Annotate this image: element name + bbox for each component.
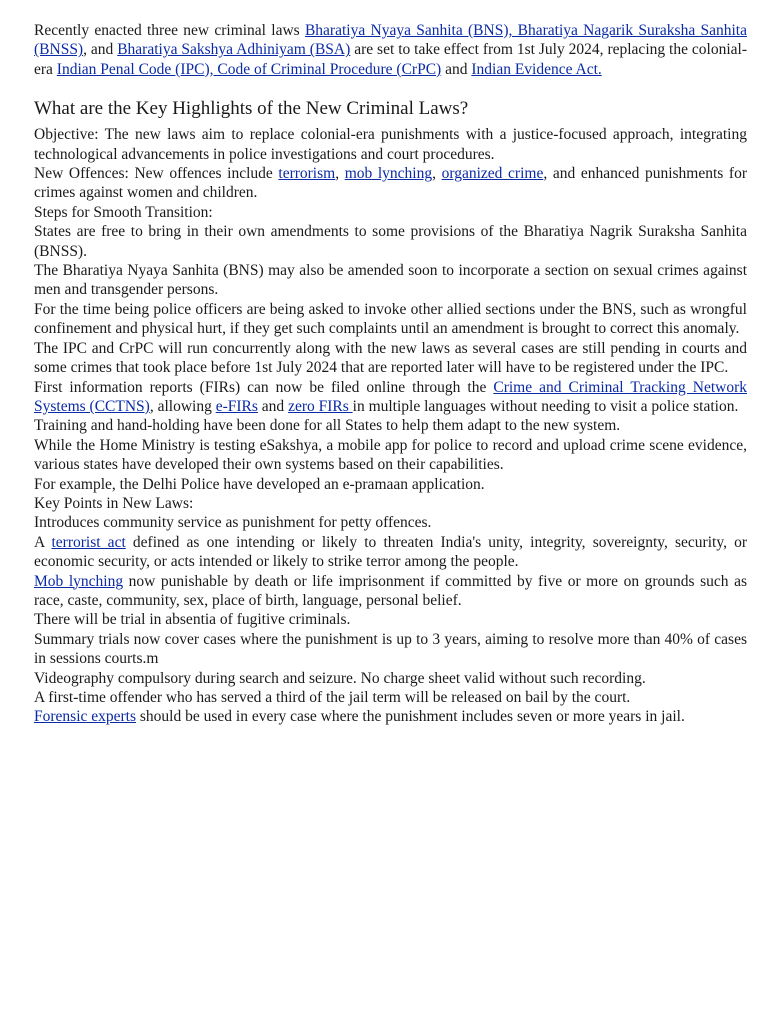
summary-trials-paragraph: Summary trials now cover cases where the punishment is up to 3 years, aiming to resolve more than 40% of cases in sessions courts.m — [34, 630, 747, 668]
link-bns-bnss[interactable]: Bharatiya Nyaya Sanhita (BNS), Bharatiya Nagarik Suraksha Sanhita (BNSS) — [34, 22, 747, 59]
intro-text: , and — [83, 41, 118, 59]
absentia-paragraph: There will be trial in absentia of fugitive criminals. — [34, 611, 351, 629]
link-organized-crime[interactable]: organized crime — [441, 165, 544, 183]
link-bsa[interactable]: Bharatiya Sakshya Adhiniyam (BSA) — [117, 41, 351, 59]
intro-text: and — [441, 60, 472, 78]
key-points-heading: Key Points in New Laws: — [34, 494, 194, 512]
offences-text: , — [335, 165, 345, 183]
link-e-firs[interactable]: e-FIRs — [215, 397, 258, 415]
first-time-offender-paragraph: A first-time offender who has served a third of the jail term will be released on bail by the court. — [34, 689, 631, 706]
states-paragraph: States are free to bring in their own amendments to some provisions of the Bharatiya Nagrik Suraksha Sanhita (BNSS). — [34, 223, 747, 260]
offences-text: , and enhanced punishments for crimes against women and children. — [34, 165, 747, 202]
forensic-text: should be used in every case where the punishment includes seven or more years in jail. — [136, 708, 685, 726]
terrorist-text: defined as one intending or likely to threaten India's unity, integrity, sovereignty, security, or economic security, or acts intended or likely to strike terror among the people. — [34, 533, 747, 571]
fir-text: in multiple languages without needing to visit a police station. — [352, 397, 739, 415]
community-service-paragraph: Introduces community service as punishment for petty offences. — [34, 514, 432, 532]
link-indian-evidence-act[interactable]: Indian Evidence Act. — [471, 60, 602, 78]
terrorist-act-paragraph — [34, 533, 747, 572]
fir-text: and — [257, 397, 289, 415]
mob-text: now punishable by death or life imprisonment if committed by five or more on grounds such as race, caste, community, sex, place of birth, language, personal belief. — [34, 572, 748, 609]
intro-text: are set to take effect from 1st July 2024, replacing the colonial-era — [34, 41, 747, 78]
mob-lynching-paragraph — [34, 572, 747, 611]
link-mob-lynching-2[interactable]: Mob lynching — [34, 572, 124, 590]
link-cctns[interactable]: Crime and Criminal Tracking Network Systems (CCTNS) — [34, 378, 747, 415]
bns-amendment-paragraph: The Bharatiya Nyaya Sanhita (BNS) may also be amended soon to incorporate a section on sexual crimes against men and transgender persons. — [34, 262, 747, 299]
offences-text: , — [432, 165, 442, 183]
link-forensic-experts[interactable]: Forensic experts — [34, 708, 137, 726]
link-terrorism[interactable]: terrorism — [278, 165, 336, 183]
link-mob-lynching[interactable]: mob lynching — [344, 165, 433, 183]
article-body — [34, 21, 747, 727]
delhi-police-paragraph: For example, the Delhi Police have developed an e-pramaan application. — [34, 475, 485, 493]
police-paragraph: For the time being police officers are being asked to invoke other allied sections under the BNS, such as wrongful confinement and physical hurt, if they get such complaints until an amendment is brought to correct this anomaly. — [34, 300, 747, 338]
videography-paragraph: Videography compulsory during search and seizure. No charge sheet valid without such recording. — [34, 669, 646, 687]
new-offences-paragraph — [34, 164, 747, 203]
fir-paragraph — [34, 378, 747, 417]
forensic-paragraph — [34, 707, 747, 726]
offences-text: New Offences: New offences include — [34, 165, 279, 183]
terrorist-text: A — [34, 533, 52, 551]
ipc-crpc-paragraph: The IPC and CrPC will run concurrently along with the new laws as several cases are still pending in courts and some crimes that took place before 1st July 2024 that are reported later will have to be registered under the IPC. — [34, 339, 747, 377]
link-terrorist-act[interactable]: terrorist act — [51, 533, 126, 551]
training-paragraph: Training and hand-holding have been done for all States to help them adapt to the new system. — [34, 417, 621, 435]
steps-heading: Steps for Smooth Transition: — [34, 203, 213, 221]
link-ipc-crpc[interactable]: Indian Penal Code (IPC), Code of Criminal Procedure (CrPC) — [56, 60, 442, 78]
fir-text: First information reports (FIRs) can now be filed online through the — [34, 378, 494, 396]
section-heading: What are the Key Highlights of the New Criminal Laws? — [34, 98, 469, 120]
intro-text: Recently enacted three new criminal laws — [34, 22, 305, 39]
link-zero-firs[interactable]: zero FIRs — [288, 397, 353, 415]
fir-text: , allowing — [149, 397, 216, 415]
home-ministry-paragraph: While the Home Ministry is testing eSakshya, a mobile app for police to record and upload crime scene evidence, various states have developed their own systems based on their capabilities. — [34, 436, 747, 474]
objective-paragraph: Objective: The new laws aim to replace colonial-era punishments with a justice-focused approach, integrating technological advancements in police investigations and court procedures. — [34, 126, 747, 163]
intro-paragraph — [34, 21, 747, 79]
